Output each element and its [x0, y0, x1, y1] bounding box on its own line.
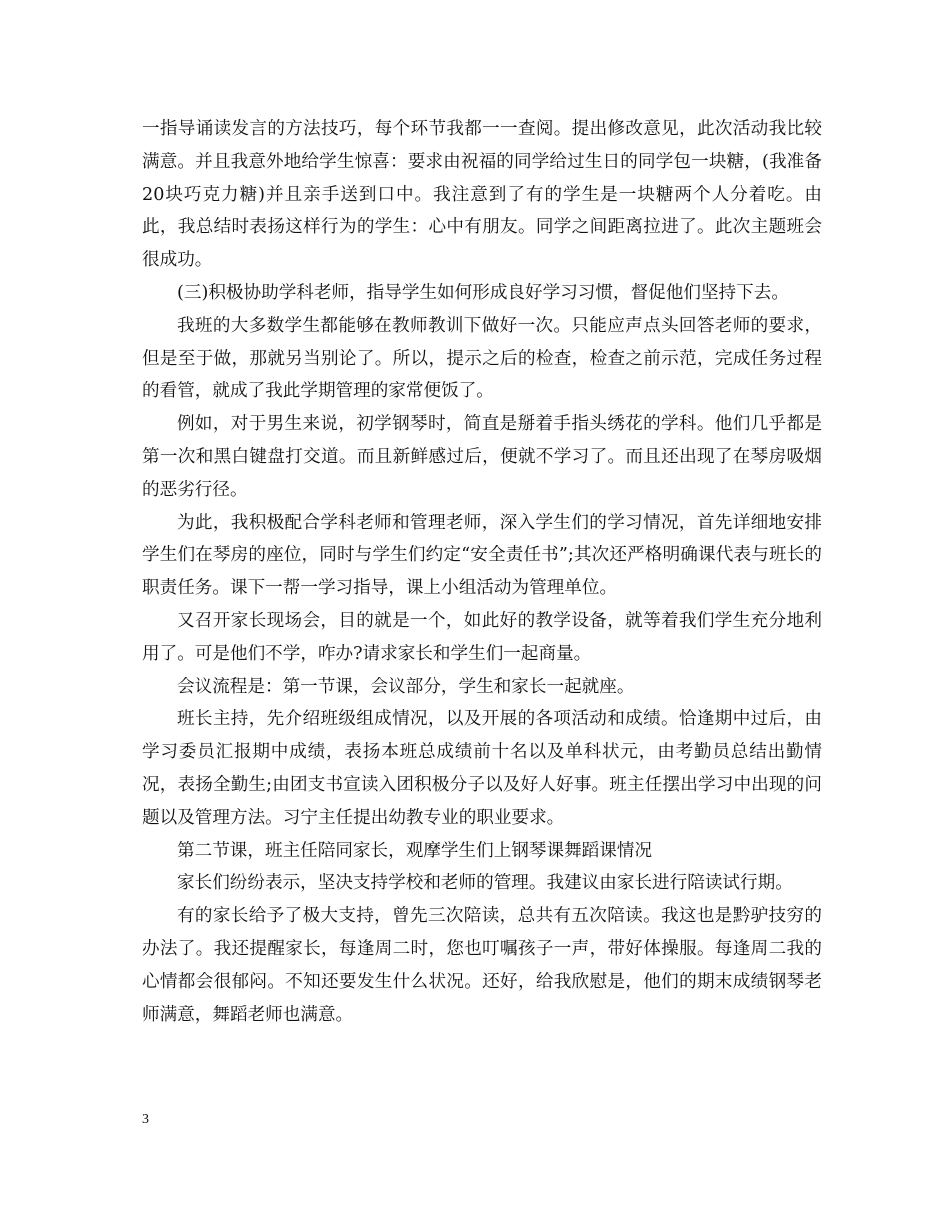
paragraph-6: 又召开家长现场会，目的就是一个，如此好的教学设备，就等着我们学生充分地利用了。可是他们不学，咋办?请求家长和学生们一起商量。 — [142, 610, 822, 664]
paragraph-11: 有的家长给予了极大支持，曾先三次陪读，总共有五次陪读。我这也是黔驴技穷的办法了。我还提醒家长，每逢周二时，您也叮嘱孩子一声，带好体操服。每逢周二我的心情都会很郁闷。不知还要发生什么状况。还好，给我欣慰是，他们的期末成绩钢琴老师满意，舞蹈老师也满意。 — [142, 906, 822, 1025]
paragraph-5: 为此，我积极配合学科老师和管理老师，深入学生们的学习情况，首先详细地安排学生们在琴房的座位，同时与学生们约定“安全责任书”;其次还严格明确课代表与班长的职责任务。课下一帮一学习指导，课上小组活动为管理单位。 — [142, 512, 822, 599]
paragraph-4: 例如，对于男生来说，初学钢琴时，简直是掰着手指头绣花的学科。他们几乎都是第一次和黑白键盘打交道。而且新鲜感过后，便就不学习了。而且还出现了在琴房吸烟的恶劣行径。 — [142, 414, 822, 500]
page-number: 3 — [142, 1112, 149, 1127]
paragraph-2: (三)积极协助学科老师，指导学生如何形成良好学习习惯，督促他们坚持下去。 — [177, 282, 789, 303]
paragraph-7: 会议流程是：第一节课，会议部分，学生和家长一起就座。 — [177, 676, 635, 697]
paragraph-10: 家长们纷纷表示，坚决支持学校和老师的管理。我建议由家长进行陪读试行期。 — [177, 873, 793, 894]
paragraph-8: 班长主持，先介绍班级组成情况，以及开展的各项活动和成绩。恰逢期中过后，由学习委员汇报期中成绩，表扬本班总成绩前十名以及单科状元，由考勤员总结出勤情况，表扬全勤生;由团支书宣读入团积极分子以及好人好事。班主任摆出学习中出现的问题以及管理方法。习宁主任提出幼教专业的职业要求。 — [142, 709, 822, 828]
paragraph-3: 我班的大多数学生都能够在教师教训下做好一次。只能应声点头回答老师的要求，但是至于做，那就另当别论了。所以，提示之后的检查，检查之前示范，完成任务过程的看管，就成了我此学期管理的家常便饭了。 — [142, 315, 822, 402]
paragraph-1: 一指导诵读发言的方法技巧，每个环节我都一一查阅。提出修改意见，此次活动我比较满意。并且我意外地给学生惊喜：要求由祝福的同学给过生日的同学包一块糖，(我准备20块巧克力糖)并且亲手送到口中。我注意到了有的学生是一块糖两个人分着吃。由此，我总结时表扬这样行为的学生：心中有朋友。同学之间距离拉进了。此次主题班会很成功。 — [142, 119, 822, 271]
paragraph-9: 第二节课，班主任陪同家长，观摩学生们上钢琴课舞蹈课情况 — [177, 840, 653, 861]
body-text — [142, 113, 822, 1031]
